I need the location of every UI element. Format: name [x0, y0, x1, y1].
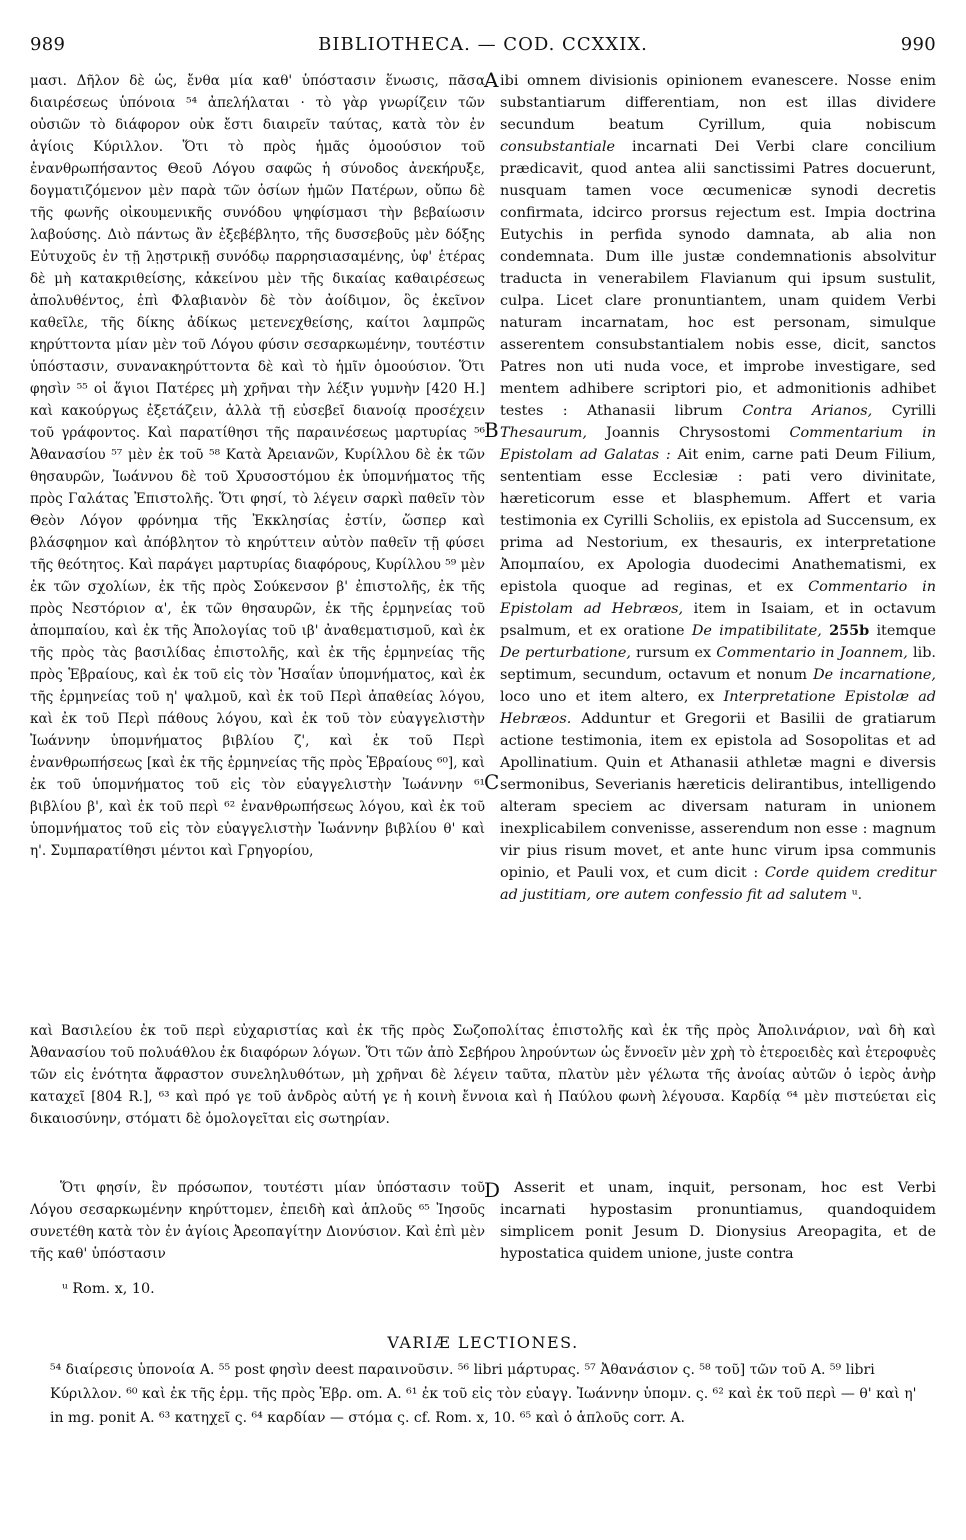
- latin-run-23: Corde quidem creditur ad justitiam, ore autem confessio fit ad salutem: [500, 865, 936, 903]
- latin-run-14: itemque: [869, 623, 937, 639]
- left-page-number: 989: [30, 34, 66, 55]
- latin-run-20: loco uno et item altero, ex: [500, 689, 724, 705]
- greek-column-top: [30, 70, 485, 862]
- latin-run-15: De perturbatione,: [500, 645, 631, 661]
- latin-run-0: ibi omnem divisionis opinionem evanescere. Nosse enim substantiarum differentiam, non est illas dividere secundum beatum Cyrillum, quia nobiscum: [500, 73, 936, 133]
- margin-marker-c: C: [484, 770, 500, 794]
- latin-run-16: rursum ex: [630, 645, 717, 661]
- latin-run-3: Contra Arianos,: [742, 403, 873, 419]
- latin-column-top: [500, 70, 936, 906]
- margin-marker-b: B: [484, 418, 499, 442]
- latin-run-13: 255b: [829, 622, 870, 639]
- latin-run-11: De impatibilitate,: [691, 623, 822, 639]
- latin-run-1: consubstantiale: [500, 139, 615, 155]
- variae-lectiones-title: VARIÆ LECTIONES.: [387, 1333, 579, 1352]
- latin-run-6: Joannis Chrysostomi: [586, 425, 790, 441]
- running-header: [30, 34, 936, 64]
- latin-run-17: Commentario in Joannem,: [716, 645, 908, 661]
- margin-marker-d: D: [484, 1178, 501, 1202]
- latin-run-4: Cyrilli: [872, 403, 936, 419]
- latin-run-7: Commentarium in Epistolam ad Galatas :: [500, 425, 936, 463]
- greek-full-width-paragraph: καὶ Βασιλείου ἐκ τοῦ περὶ εὐχαριστίας καὶ ἐκ τῆς πρὸς Σωζοπολίτας ἐπιστολῆς καὶ ἐκ τῆς πρὸς Ἀπολινάριον, ναὶ δὴ καὶ Ἀθανασίου τοῦ πολυάθλου ἐκ διαφόρων λόγων. Ὅτι τῶν ἀπὸ Σεβήρου ληρούντων ὡς ἔννοεῖν μὲν χρὴ τὸ ἑτεροειδὲς καὶ ἑτεροφυὲς τῶν εἰς ἑνότητα ἄφραστον συνεληλυθότων, μὴ χρῆναι δὲ λέγειν ταῦτα, πλατὺν μὲν γέλωτα τῆς ἀνοίας αὐτῶν ὁ ἱερὸς ἀνὴρ καταχεῖ [804 R.], ⁶³ καὶ πρό γε τοῦ ἀνδρὸς αὐτή γε ἡ κοινὴ ἔννοια καὶ ἡ Παύλου φωνὴ λέγουσα. Καρδίᾳ ⁶⁴ μὲν πιστεύεται εἰς δικαιοσύνην, στόματι δὲ ὁμολογεῖται εἰς σωτηρίαν.: [30, 1023, 936, 1127]
- greek-paragraph-2: Ὅτι φησίν, ἓν πρόσωπον, τουτέστι μίαν ὑπόστασιν τοῦ Λόγου σεσαρκωμένην κηρύττομεν, ἐπειδὴ καὶ ἁπλοῦς ⁶⁵ Ἰησοῦς συνετέθη κατὰ τὸν ἐν ἁγίοις Ἀρεοπαγίτην Διονύσιον. Καὶ ἐπὶ μὲν τῆς καθ' ὑπόστασιν: [30, 1180, 485, 1262]
- latin-run-24: ᵘ.: [847, 887, 863, 903]
- latin-run-5: Thesaurum,: [500, 425, 587, 441]
- latin-run-21: Interpretatione Epistolæ ad Hebræos.: [500, 689, 936, 727]
- latin-run-2: incarnati Dei Verbi clare concilium prædicavit, quod antea alii sanctissimi Patres docuerunt, nusquam tamen voce œcumenicæ synodi decretis confirmata, idcirco prorsus rejectum est. Impia doctrina Eutychis in perfida synodo damnata, ab alia non condemnata. Dum ille justæ condemnationis absolvitur traducta in venerabilem Flavianum qui ipsum sustulit, culpa. Licet clare pronuntiantem, unam quidem Verbi naturam incarnatam, hoc est personam, simulque asserentem consubstantialem nobis esse, dicit, sanctos Patres non uti nuda voce, et improbe investigare, sed mentem adhibere scriptori pio, et admonitionis adhibet testes : Athanasii librum: [500, 139, 936, 419]
- latin-run-9: Commentario in Epistolam ad Hebræos,: [500, 579, 936, 617]
- greek-column-bottom: [30, 1177, 485, 1265]
- latin-column-bottom: [500, 1177, 936, 1265]
- margin-marker-a: A: [484, 68, 499, 92]
- latin-run-8: Ait enim, carne pati Deum Filium, sententiam esse Ecclesiæ : pati vero divinitate, hæreticorum esse et blasphemum. Affert et varia testimonia ex Cyrilli Scholiis, ex epistola ad Succensum, ex prima ad Nestorium, ex thesauris, ex interpretatione Ἀπομπαίου, ex Apologia duodecimi Anathematismi, ex epistola quoque ad reginas, et ex: [500, 447, 936, 595]
- running-title: BIBLIOTHECA. — COD. CCXXIX.: [318, 34, 648, 55]
- latin-paragraph-2: Asserit et unam, inquit, personam, hoc est Verbi incarnati hypostasim pronuntiamus, quandoquidem simplicem ponit Jesum D. Dionysius Areopagita, et de hypostatica quidem unione, juste contra: [500, 1180, 936, 1262]
- latin-run-19: De incarnatione,: [813, 667, 936, 683]
- latin-run-22: Adduntur et Gregorii et Basilii de gratiarum actione testimonia, item ex epistola ad Sosopolitas et ad Apollinatium. Quin et Athanasii athletæ magni e diversis sermonibus, Severianis hæreticis delirantibus, intelligendo alteram speciem ac diversam naturam in unionem inexplicabilem convenisse, asserendum non esse : magnum vir pius risum movet, et ante hunc virum ipsa communis opinio, et Pauli vox, et cum dicit :: [500, 711, 936, 881]
- latin-run-12: [822, 623, 829, 639]
- greek-paragraph-1: μασι. Δῆλον δὲ ὡς, ἔνθα μία καθ' ὑπόστασιν ἕνωσις, πᾶσα διαιρέσεως ὑπόνοια ⁵⁴ ἀπελήλαται · τὸ γὰρ γνωρίζειν τῶν οὐσιῶν τὸ διάφορον οὐκ ἔστι διαιρεῖν ταύτας, κατὰ τὸν ἐν ἁγίοις Κύριλλον. Ὅτι τὸ πρὸς ἡμᾶς ὁμοούσιον τοῦ ἐνανθρωπήσαντος Θεοῦ Λόγου σαφῶς ἡ σύνοδος ἀνεκήρυξε, δογματιζόμενον μὲν παρὰ τῶν ὁσίων ἡμῶν Πατέρων, οὔπω δὲ τῆς φωνῆς οἰκουμενικῆς συνόδου ψηφίσμασι τὴν βεβαίωσιν λαβούσης. Διὸ πάντως ἂν ἐξεβέβλητο, τῆς δυσσεβοῦς μὲν δόξης Εὐτυχοῦς ἐν τῇ λῃστρικῇ συνόδῳ παρρησιασαμένης, ὑφ' ἑτέρας δὲ μὴ κατακριθείσης, κἀκείνου μὲν τῆς δικαίας καθαιρέσεως ἀπολυθέντος, ἐπὶ Φλαβιανὸν δὲ τὸν ἀοίδιμον, ὃς ἐκεῖνον καθεῖλε, τῆς δίκης ἀδίκως μετενεχθείσης, καίτοι λαμπρῶς κηρύττοντα μίαν μὲν τοῦ Λόγου φύσιν σεσαρκωμένην, τουτέστιν ὑπόστασιν, συνανακηρύττοντα δὲ καὶ τὸ ἡμῖν ὁμοούσιον. Ὅτι φησὶν ⁵⁵ οἱ ἅγιοι Πατέρες μὴ χρῆναι τὴν λέξιν γυμνὴν [420 H.] καὶ κακούργως ἐξετάζειν, ἀλλὰ τῇ εὐσεβεῖ διανοίᾳ προσέχειν τοῦ γράφοντος. Καὶ παρατίθησι τῆς παραινέσεως μαρτυρίας ⁵⁶ Ἀθανασίου ⁵⁷ μὲν ἐκ τοῦ ⁵⁸ Κατὰ Ἀρειανῶν, Κυρίλλου δὲ ἐκ τῶν θησαυρῶν, Ἰωάννου δὲ τοῦ Χρυσοστόμου ἐκ ὑπομνήματος τῆς πρὸς Γαλάτας Ἐπιστολῆς. Ὅτι φησί, τὸ λέγειν σαρκὶ παθεῖν τὸν Θεὸν Λόγον φρόνημα τῆς Ἐκκλησίας ἐστίν, ὥσπερ καὶ βλάσφημον καὶ ἀπόβλητον τὸ κηρύττειν αὐτὸν παθεῖν τῇ φύσει τῆς θεότητος. Καὶ παράγει μαρτυρίας διαφόρους, Κυρίλλου ⁵⁹ μὲν ἐκ τῶν σχολίων, ἐκ τῆς πρὸς Σούκενσον β' ἐπιστολῆς, ἐκ τῆς πρὸς Νεστόριον α', ἐκ τῶν θησαυρῶν, ἐκ τῆς ἑρμηνείας τοῦ ἀπομπαίου, καὶ ἐκ τῆς Ἀπολογίας τοῦ ιβ' ἀναθεματισμοῦ, καὶ ἐκ τῆς πρὸς τὰς βασιλίδας ἐπιστολῆς, καὶ ἐκ τῆς ἑρμηνείας τῆς πρὸς Ἑβραίους, καὶ ἐκ τοῦ εἰς τὸν Ἡσαΐαν ὑπομνήματος, καὶ ἐκ τῆς ἑρμηνείας τοῦ η' ψαλμοῦ, καὶ ἐκ τοῦ Περὶ ἀπαθείας λόγου, καὶ ἐκ τοῦ Περὶ πάθους λόγου, καὶ ἐκ τοῦ τὸν εὐαγγελιστὴν Ἰωάννην ὑπομνήματος βιβλίου ζ', καὶ ἐκ τοῦ Περὶ ἐνανθρωπήσεως [καὶ ἐκ τῆς ἑρμηνείας τῆς πρὸς Ἑβραίους ⁶⁰], καὶ ἐκ τοῦ ὑπομνήματος τοῦ εἰς τὸν εὐαγγελιστὴν Ἰωάννην ⁶¹ βιβλίου β', καὶ ἐκ τοῦ περὶ ⁶² ἐνανθρωπήσεως λόγου, καὶ ἐκ τοῦ ὑπομνήματος τοῦ εἰς τὸν εὐαγγελιστὴν Ἰωάννην βιβλίου θ' καὶ η'. Συμπαρατίθησι μέντοι καὶ Γρηγορίου,: [30, 73, 485, 859]
- right-page-number: 990: [900, 34, 936, 55]
- footnote: ᵘ Rom. x, 10.: [62, 1281, 155, 1297]
- latin-paragraph-1: [500, 70, 936, 906]
- latin-run-18: lib. septimum, secundum, octavum et nonum: [500, 645, 936, 683]
- latin-run-10: item in Isaiam, et in octavum psalmum, et ex oratione: [500, 601, 937, 639]
- variae-lectiones-text: ⁵⁴ διαίρεσις ὑπονοία A. ⁵⁵ post φησὶν deest παραινοῦσιν. ⁵⁶ libri μάρτυρας. ⁵⁷ Ἀθανάσιον ς. ⁵⁸ τοῦ] τῶν τοῦ A. ⁵⁹ libri Κύριλλον. ⁶⁰ καὶ ἐκ τῆς ἑρμ. τῆς πρὸς Ἑβρ. om. A. ⁶¹ ἐκ τοῦ εἰς τὸν εὐαγγ. Ἰωάννην ὑπομν. ς. ⁶² καὶ ἐκ τοῦ περὶ — θ' καὶ η' in mg. ponit A. ⁶³ κατηχεῖ ς. ⁶⁴ καρδίαν — στόμα ς. cf. Rom. x, 10. ⁶⁵ καὶ ὁ ἁπλοῦς corr. A.: [50, 1362, 917, 1426]
